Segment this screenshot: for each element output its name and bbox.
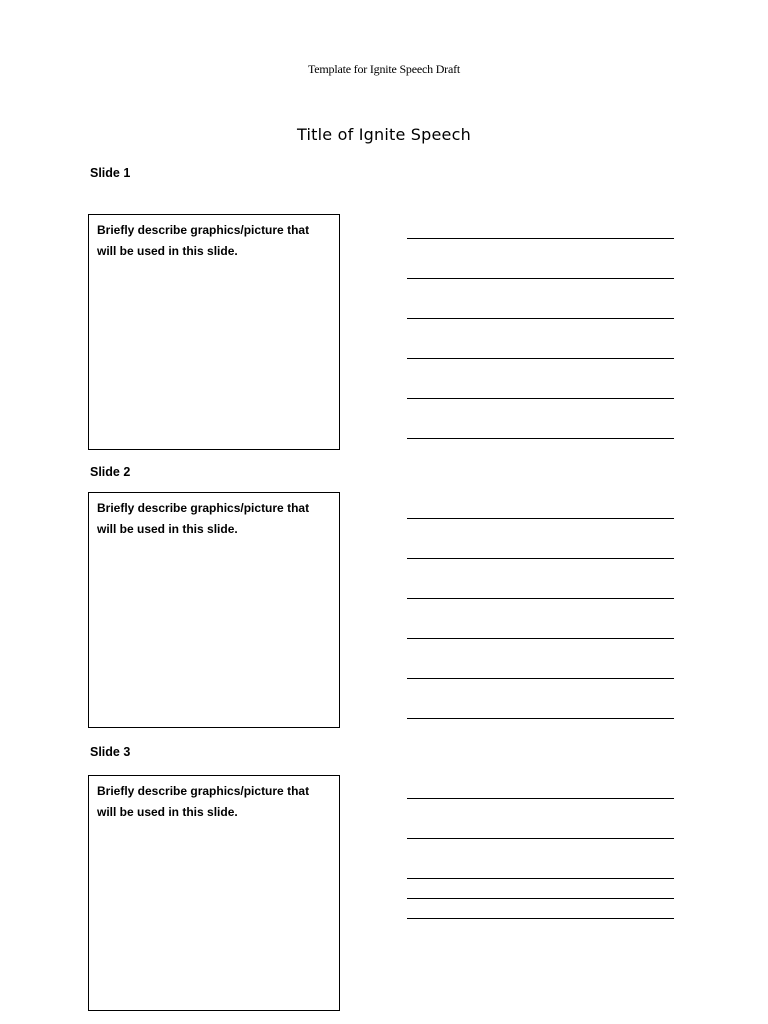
- slide-1-description-box[interactable]: [88, 214, 340, 450]
- slide-1-answer-line[interactable]: [407, 278, 674, 279]
- slide-2-description-prompt: Briefly describe graphics/picture that will be used in this slide.: [97, 501, 310, 536]
- page-header: Template for Ignite Speech Draft: [307, 62, 461, 76]
- slide-1-description-prompt: Briefly describe graphics/picture that will be used in this slide.: [97, 223, 310, 258]
- slide-2-answer-line[interactable]: [407, 678, 674, 679]
- slide-1-answer-line[interactable]: [407, 438, 674, 439]
- slide-3-answer-line[interactable]: [407, 838, 674, 839]
- slide-1-answer-line[interactable]: [407, 398, 674, 399]
- slide-3-label: Slide 3: [90, 745, 131, 759]
- document-title: Title of Ignite Speech: [297, 125, 471, 144]
- slide-2-answer-line[interactable]: [407, 518, 674, 519]
- slide-3-description-box[interactable]: [88, 775, 340, 1011]
- slide-1-label: Slide 1: [90, 166, 131, 180]
- slide-1-answer-line[interactable]: [407, 358, 674, 359]
- slide-3-answer-line[interactable]: [407, 918, 674, 919]
- slide-1-answer-line[interactable]: [407, 238, 674, 239]
- slide-3-description-prompt: Briefly describe graphics/picture that will be used in this slide.: [97, 784, 310, 819]
- slide-2-answer-line[interactable]: [407, 718, 674, 719]
- slide-2-label: Slide 2: [90, 465, 131, 479]
- slide-2-answer-line[interactable]: [407, 558, 674, 559]
- slide-3-answer-line[interactable]: [407, 798, 674, 799]
- slide-2-description-box[interactable]: [88, 492, 340, 728]
- slide-3-answer-line[interactable]: [407, 878, 674, 879]
- slide-2-answer-line[interactable]: [407, 598, 674, 599]
- slide-1-answer-line[interactable]: [407, 318, 674, 319]
- slide-2-answer-line[interactable]: [407, 638, 674, 639]
- slide-3-answer-line[interactable]: [407, 898, 674, 899]
